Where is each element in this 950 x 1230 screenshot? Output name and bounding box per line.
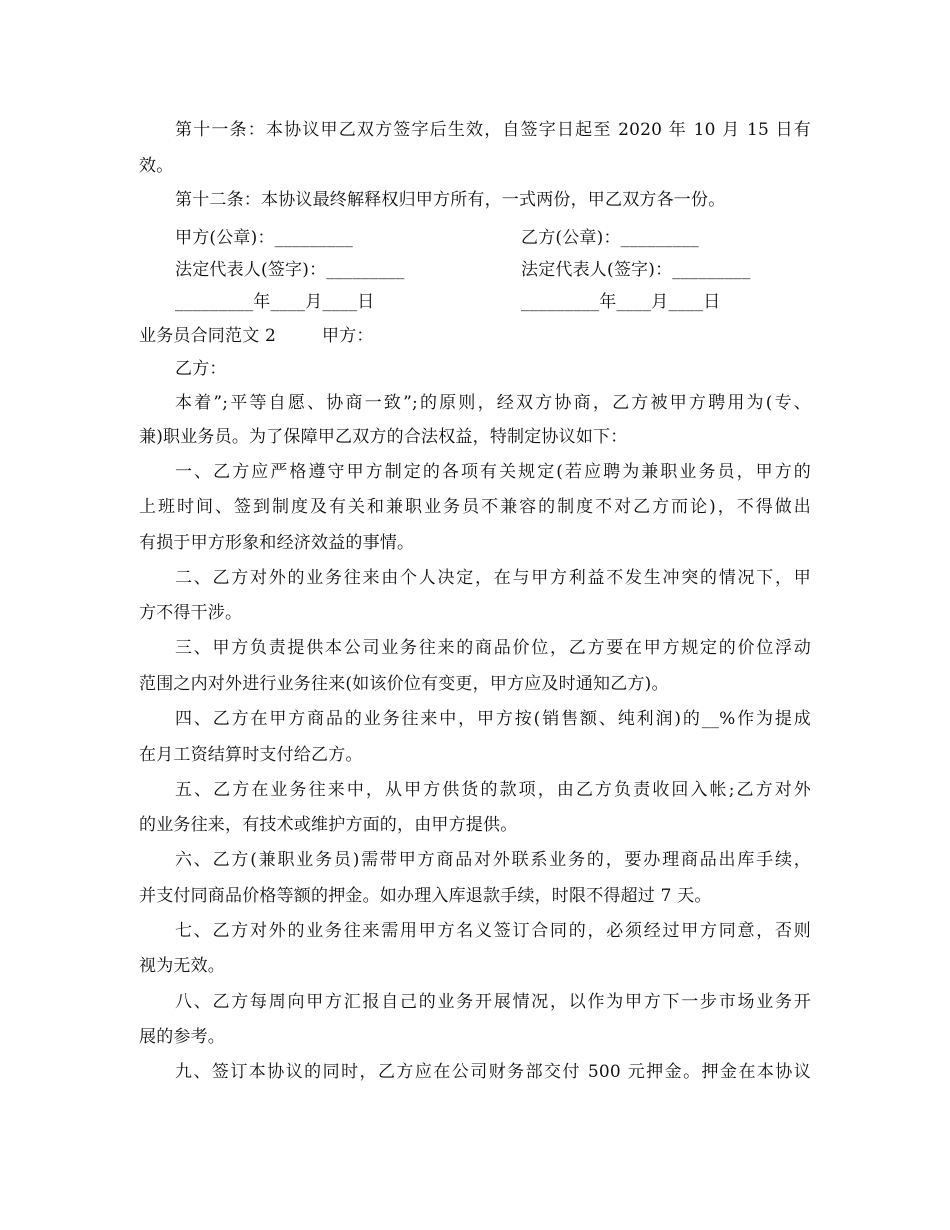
clause-7-line-2: 视为无效。 <box>139 956 225 976</box>
clause-6-line-1: 六、乙方(兼职业务员)需带甲方商品对外联系业务的，要办理商品出库手续， <box>175 850 811 870</box>
clause-8-line-1: 八、乙方每周向甲方汇报自己的业务开展情况，以作为甲方下一步市场业务开 <box>175 992 811 1012</box>
party-b-seal: 乙方(公章)：_________ <box>521 228 699 248</box>
clause-2-line-1: 二、乙方对外的业务往来由个人决定，在与甲方利益不发生冲突的情况下，甲 <box>175 568 811 588</box>
sample-2-title: 业务员合同范文 2 <box>139 326 277 346</box>
sample-2-party-a: 甲方： <box>322 326 374 346</box>
date-b: _________年____月____日 <box>521 292 721 312</box>
clause-3-line-2: 范围之内对外进行业务往来(如该价位有变更，甲方应及时通知乙方)。 <box>139 674 669 694</box>
clause-7-line-1: 七、乙方对外的业务往来需用甲方名义签订合同的，必须经过甲方同意，否则 <box>175 921 811 941</box>
clause-4-line-2: 在月工资结算时支付给乙方。 <box>139 745 363 765</box>
intro-line-2: 兼)职业务员。为了保障甲乙双方的合法权益，特制定协议如下： <box>139 427 628 447</box>
legal-rep-a: 法定代表人(签字)：_________ <box>175 260 405 280</box>
article-12: 第十二条：本协议最终解释权归甲方所有，一式两份，甲乙双方各一份。 <box>175 190 726 210</box>
clause-5-line-2: 的业务往来，有技术或维护方面的，由甲方提供。 <box>139 815 518 835</box>
intro-line-1: 本着”;平等自愿、协商一致”;的原则，经双方协商，乙方被甲方聘用为(专、 <box>175 393 811 413</box>
article-11-line-1: 第十一条：本协议甲乙双方签字后生效，自签字日起至 2020 年 10 月 15 日有 <box>175 120 811 140</box>
clause-2-line-2: 方不得干涉。 <box>139 603 243 623</box>
clause-1-line-1: 一、乙方应严格遵守甲方制定的各项有关规定(若应聘为兼职业务员，甲方的 <box>175 462 811 482</box>
clause-5-line-1: 五、乙方在业务往来中，从甲方供货的款项，由乙方负责收回入帐;乙方对外 <box>175 780 811 800</box>
date-a: _________年____月____日 <box>175 292 375 312</box>
article-11-line-2: 效。 <box>139 156 174 176</box>
clause-1-line-2: 上班时间、签到制度及有关和兼职业务员不兼容的制度不对乙方而论)，不得做出 <box>139 497 811 517</box>
party-a-seal: 甲方(公章)：_________ <box>175 228 353 248</box>
legal-rep-b: 法定代表人(签字)：_________ <box>521 260 751 280</box>
sample-2-party-b: 乙方： <box>175 359 227 379</box>
clause-6-line-2: 并支付同商品价格等额的押金。如办理入库退款手续，时限不得超过 7 天。 <box>139 886 712 906</box>
clause-9-line-1: 九、签订本协议的同时，乙方应在公司财务部交付 500 元押金。押金在本协议 <box>175 1062 811 1082</box>
clause-1-line-3: 有损于甲方形象和经济效益的事情。 <box>139 533 415 553</box>
clause-3-line-1: 三、甲方负责提供本公司业务往来的商品价位，乙方要在甲方规定的价位浮动 <box>175 638 811 658</box>
clause-4-line-1: 四、乙方在甲方商品的业务往来中，甲方按(销售额、纯利润)的__%作为提成 <box>175 709 811 729</box>
clause-8-line-2: 展的参考。 <box>139 1027 225 1047</box>
